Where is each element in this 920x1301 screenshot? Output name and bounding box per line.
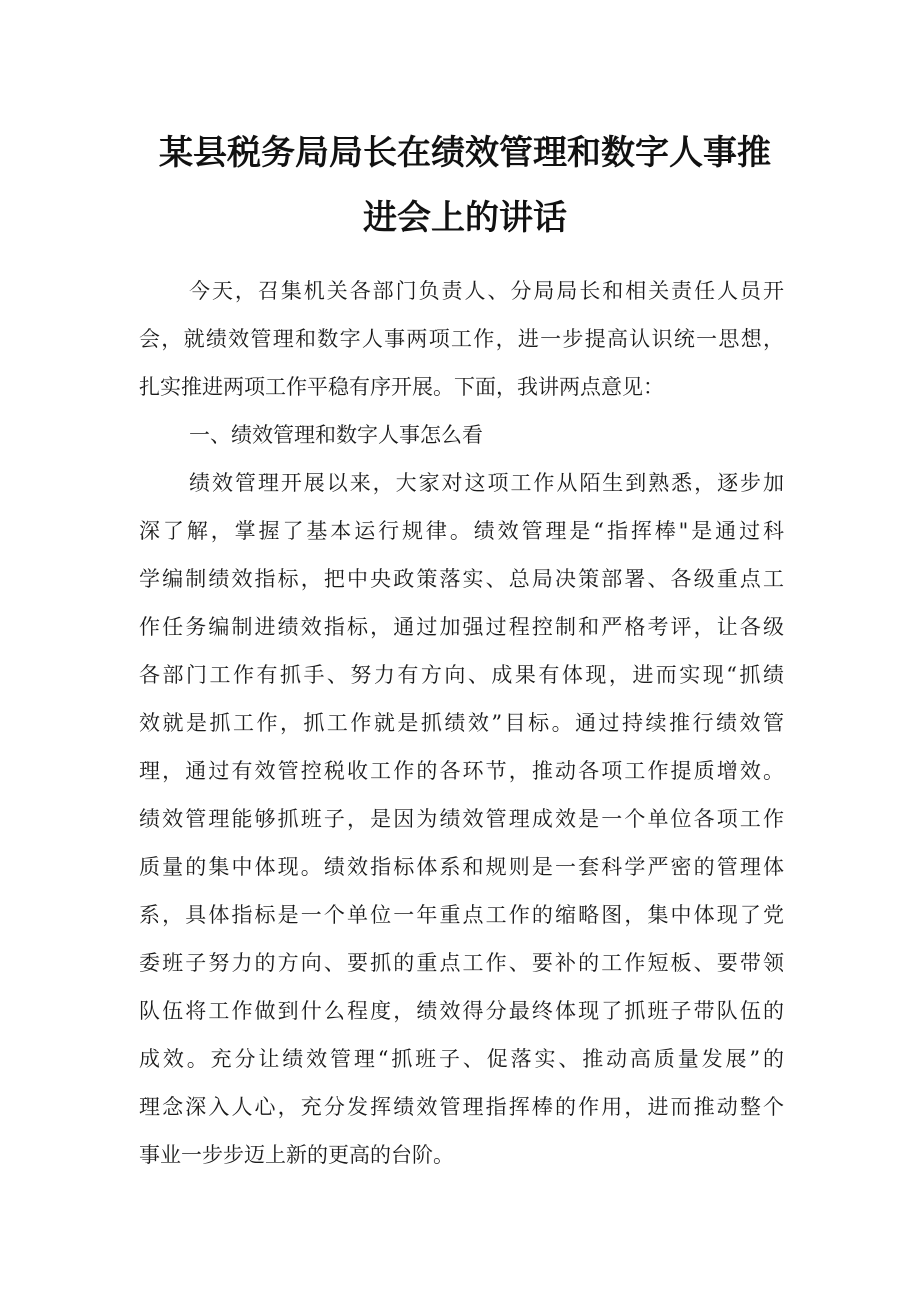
paragraph-1-line-2: 会，就绩效管理和数字人事两项工作，进一步提高认识统一思想， <box>139 327 784 351</box>
paragraph-2-line-7: 理，通过有效管控税收工作的各环节，推动各项工作提质增效。 <box>139 759 784 783</box>
paragraph-2-line-15: 事业一步步迈上新的更高的台阶。 <box>139 1143 454 1167</box>
document-title-line-2: 进会上的讲话 <box>363 198 567 238</box>
paragraph-2-line-9: 质量的集中体现。绩效指标体系和规则是一套科学严密的管理体 <box>139 855 784 879</box>
paragraph-2-line-11: 委班子努力的方向、要抓的重点工作、要补的工作短板、要带领 <box>139 951 784 975</box>
paragraph-2-line-14: 理念深入人心，充分发挥绩效管理指挥棒的作用，进而推动整个 <box>139 1095 784 1119</box>
paragraph-2-line-4: 作任务编制进绩效指标，通过加强过程控制和严格考评，让各级 <box>139 615 784 639</box>
paragraph-2-line-3: 学编制绩效指标，把中央政策落实、总局决策部署、各级重点工 <box>139 567 784 591</box>
paragraph-2-line-1: 绩效管理开展以来，大家对这项工作从陌生到熟悉，逐步加 <box>189 471 784 495</box>
document-title-line-1: 某县税务局局长在绩效管理和数字人事推 <box>159 133 771 173</box>
paragraph-2-line-12: 队伍将工作做到什么程度，绩效得分最终体现了抓班子带队伍的 <box>139 999 784 1023</box>
paragraph-2-line-2: 深了解，掌握了基本运行规律。绩效管理是“指挥棒"是通过科 <box>139 519 784 543</box>
paragraph-1-line-1: 今天，召集机关各部门负责人、分局局长和相关责任人员开 <box>189 279 784 303</box>
section-heading-1: 一、绩效管理和数字人事怎么看 <box>189 423 483 447</box>
paragraph-2-line-13: 成效。充分让绩效管理“抓班子、促落实、推动高质量发展”的 <box>139 1047 784 1071</box>
paragraph-2-line-6: 效就是抓工作，抓工作就是抓绩效”目标。通过持续推行绩效管 <box>139 711 784 735</box>
paragraph-2-line-10: 系，具体指标是一个单位一年重点工作的缩略图，集中体现了党 <box>139 903 784 927</box>
paragraph-2-line-8: 绩效管理能够抓班子，是因为绩效管理成效是一个单位各项工作 <box>139 807 784 831</box>
paragraph-2-line-5: 各部门工作有抓手、努力有方向、成果有体现，进而实现“抓绩 <box>139 663 784 687</box>
paragraph-1-line-3: 扎实推进两项工作平稳有序开展。下面，我讲两点意见： <box>139 375 664 399</box>
